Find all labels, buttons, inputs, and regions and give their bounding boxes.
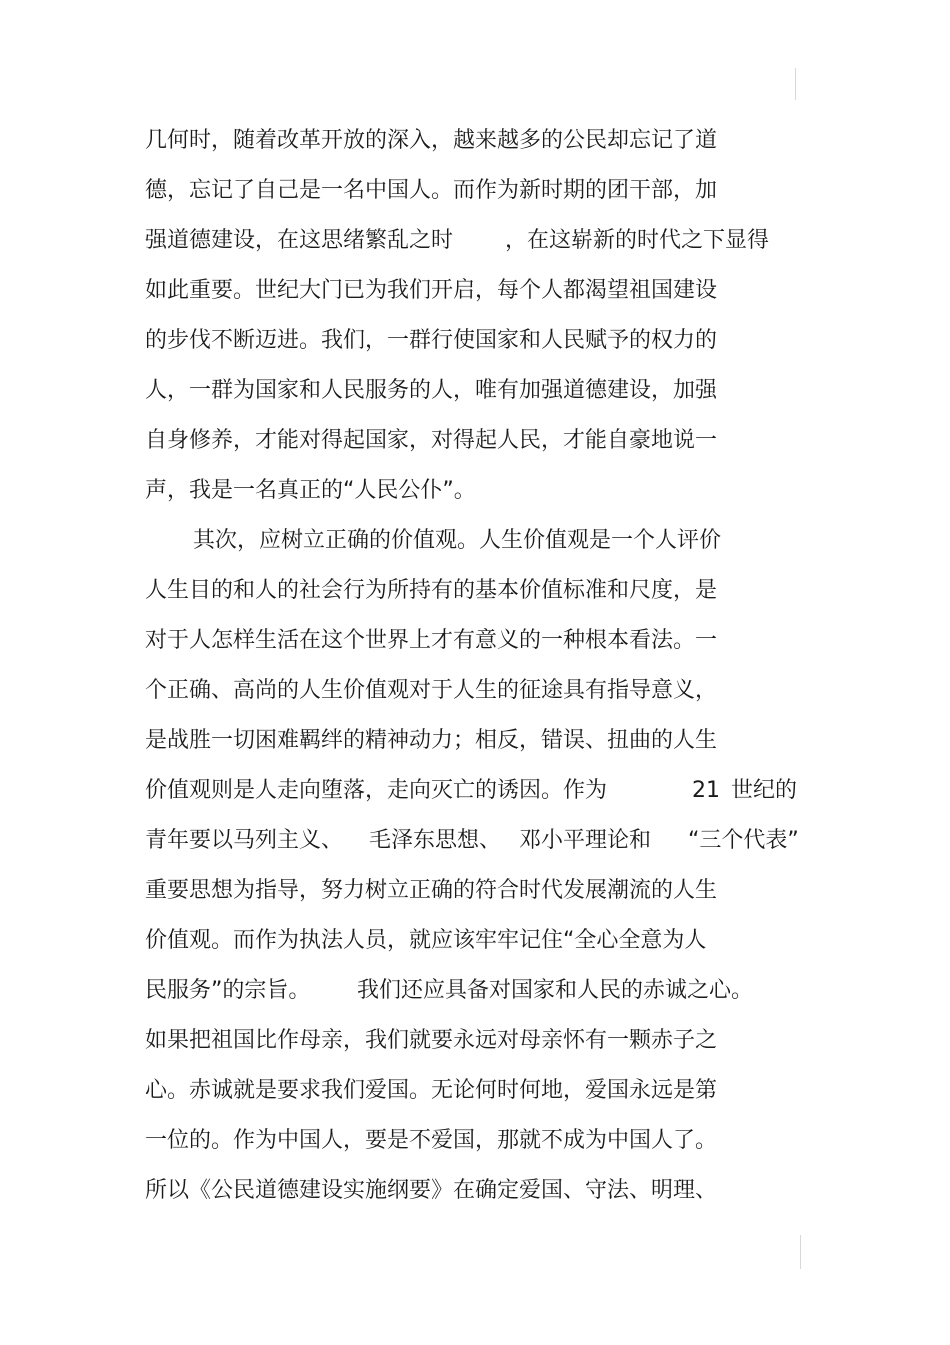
text-line bbox=[0, 924, 950, 958]
text-segment: 价值观。而作为执法人员，就应该牢牢记住“全心全意为人 bbox=[145, 928, 707, 953]
text-line bbox=[0, 1124, 950, 1158]
text-segment: 一位的。作为中国人，要是不爱国，那就不成为中国人了。 bbox=[145, 1128, 718, 1153]
text-segment: 自身修养，才能对得起国家，对得起人民，才能自豪地说一 bbox=[145, 428, 718, 453]
text-segment: 青年要以马列主义、 bbox=[145, 828, 344, 853]
page-corner-mark-top bbox=[795, 68, 796, 100]
text-segment: 我们还应具备对国家和人民的赤诚之心。 bbox=[357, 978, 754, 1003]
text-segment: 德，忘记了自己是一名中国人。而作为新时期的团干部，加 bbox=[145, 178, 718, 203]
text-segment: 的步伐不断迈进。我们，一群行使国家和人民赋予的权力的 bbox=[145, 328, 718, 353]
text-segment: 声，我是一名真正的“人民公仆”。 bbox=[145, 478, 476, 503]
text-segment: 其次，应树立正确的价值观。人生价值观是一个人评价 bbox=[193, 528, 722, 553]
text-segment: 如果把祖国比作母亲，我们就要永远对母亲怀有一颗赤子之 bbox=[145, 1028, 718, 1053]
page-corner-mark-bottom bbox=[800, 1235, 801, 1269]
text-segment: 人，一群为国家和人民服务的人，唯有加强道德建设，加强 bbox=[145, 378, 718, 403]
text-line bbox=[0, 574, 950, 608]
text-line bbox=[0, 224, 950, 258]
text-line bbox=[0, 174, 950, 208]
text-line bbox=[0, 524, 950, 558]
text-segment: 个正确、高尚的人生价值观对于人生的征途具有指导意义， bbox=[145, 678, 718, 703]
text-line bbox=[0, 324, 950, 358]
text-line bbox=[0, 974, 950, 1008]
text-segment: 强道德建设，在这思绪繁乱之时 bbox=[145, 228, 454, 253]
text-segment: 心。赤诚就是要求我们爱国。无论何时何地，爱国永远是第 bbox=[145, 1078, 718, 1103]
text-segment: “三个代表” bbox=[688, 828, 799, 853]
text-segment: 所以《公民道德建设实施纲要》在确定爱国、守法、明理、 bbox=[145, 1178, 718, 1203]
text-line bbox=[0, 874, 950, 908]
text-line bbox=[0, 774, 950, 808]
text-line bbox=[0, 424, 950, 458]
text-segment: 是战胜一切困难羁绊的精神动力；相反，错误、扭曲的人生 bbox=[145, 728, 718, 753]
text-segment: 几何时，随着改革开放的深入，越来越多的公民却忘记了道 bbox=[145, 128, 718, 153]
text-line bbox=[0, 274, 950, 308]
text-line bbox=[0, 374, 950, 408]
text-line bbox=[0, 624, 950, 658]
text-line bbox=[0, 1074, 950, 1108]
text-line bbox=[0, 724, 950, 758]
text-segment: 毛泽东思想、 bbox=[369, 828, 502, 853]
text-line bbox=[0, 824, 950, 858]
text-line bbox=[0, 1174, 950, 1208]
text-segment: 民服务”的宗旨。 bbox=[145, 978, 311, 1003]
text-segment: 重要思想为指导，努力树立正确的符合时代发展潮流的人生 bbox=[145, 878, 718, 903]
text-line bbox=[0, 474, 950, 508]
text-segment: 价值观则是人走向堕落，走向灭亡的诱因。作为 bbox=[145, 778, 608, 803]
text-segment: ，在这崭新的时代之下显得 bbox=[505, 228, 770, 253]
text-segment: 对于人怎样生活在这个世界上才有意义的一种根本看法。一 bbox=[145, 628, 718, 653]
text-line bbox=[0, 674, 950, 708]
text-segment: 人生目的和人的社会行为所持有的基本价值标准和尺度，是 bbox=[145, 578, 718, 603]
text-segment: 如此重要。世纪大门已为我们开启，每个人都渴望祖国建设 bbox=[145, 278, 718, 303]
text-line bbox=[0, 124, 950, 158]
text-segment: 邓小平理论和 bbox=[519, 828, 652, 853]
text-line bbox=[0, 1024, 950, 1058]
text-segment: 世纪的 bbox=[731, 778, 798, 803]
text-segment: 21 bbox=[692, 778, 720, 803]
